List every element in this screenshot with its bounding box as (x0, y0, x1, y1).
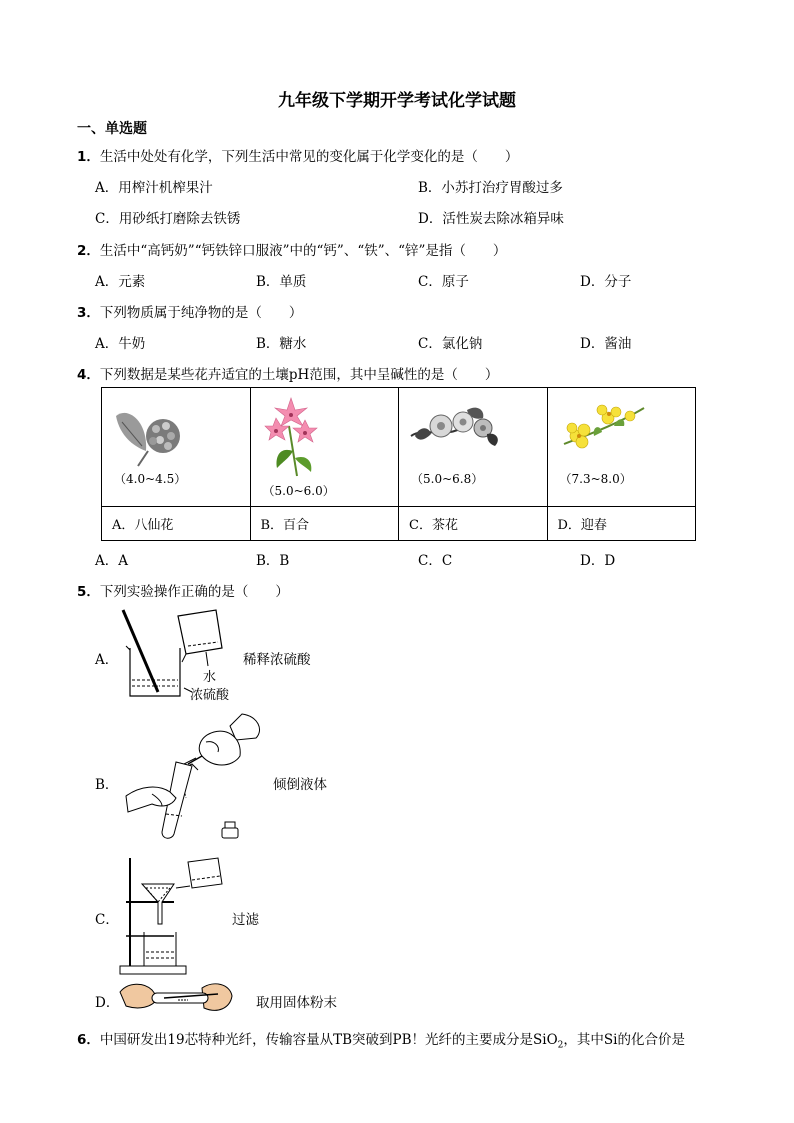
camellia-image (405, 396, 545, 466)
q5-option-a-letter: A． (95, 652, 119, 668)
question-5 (77, 580, 289, 600)
q3-option-c: C．氯化钠 (418, 336, 483, 352)
ph-range: （7.3~8.0） (559, 472, 632, 486)
q4-option-d: D．D (580, 553, 616, 569)
winter-jasmine-image (554, 396, 694, 466)
question-text: 下列数据是某些花卉适宜的土壤pH范围，其中呈碱性的是（ ） (99, 367, 499, 383)
q1-option-b: B．小苏打治疗胃酸过多 (418, 180, 563, 196)
q2-option-c: C．原子 (418, 274, 469, 290)
flower-ph-table (101, 387, 696, 541)
q3-option-b: B．糖水 (256, 336, 307, 352)
hydrangea-image (108, 396, 248, 471)
question-3 (77, 301, 302, 321)
solid-powder-figure (118, 978, 236, 1020)
question-number: 1． (77, 149, 100, 165)
q5-option-b-caption: 倾倒液体 (273, 777, 327, 793)
q3-option-a: A．牛奶 (95, 336, 146, 352)
q5-option-c-letter: C． (95, 912, 119, 928)
question-2 (77, 239, 506, 259)
q2-option-d: D．分子 (580, 274, 632, 290)
question-number: 2． (77, 243, 100, 259)
flower-label: B．百合 (260, 518, 310, 533)
flower-cell-hydrangea (102, 388, 251, 507)
question-text: 生活中处处有化学，下列生活中常见的变化属于化学变化的是（ ） (99, 149, 519, 165)
q5-option-d-caption: 取用固体粉末 (256, 995, 337, 1011)
flower-cell-jasmine (547, 388, 696, 507)
question-number: 6． (77, 1032, 100, 1048)
filtration-figure (118, 854, 228, 978)
flower-cell-camellia (399, 388, 548, 507)
q2-option-a: A．元素 (95, 274, 146, 290)
q4-option-c: C．C (418, 553, 453, 569)
lily-image (257, 396, 397, 481)
question-number: 4． (77, 367, 100, 383)
q1-option-d: D．活性炭去除冰箱异味 (418, 211, 564, 227)
q5-option-b-letter: B． (95, 777, 119, 793)
question-text: 下列物质属于纯净物的是（ ） (99, 305, 303, 321)
label-water: 水 (203, 670, 217, 685)
question-text: 生活中“高钙奶”“钙铁锌口服液”中的“钙”、“铁”、“锌”是指（ ） (99, 243, 507, 259)
q1-option-c: C．用砂纸打磨除去铁锈 (95, 211, 241, 227)
question-number: 5． (77, 584, 100, 600)
q4-option-b: B．B (256, 553, 290, 569)
q5-option-a-caption: 稀释浓硫酸 (243, 652, 311, 668)
q1-option-a: A．用榨汁机榨果汁 (95, 180, 213, 196)
q3-option-d: D．酱油 (580, 336, 632, 352)
page-title: 九年级下学期开学考试化学试题 (278, 91, 516, 111)
label-conc-acid: 浓硫酸 (190, 688, 230, 703)
pour-liquid-figure (122, 712, 272, 848)
section-heading: 一、单选题 (77, 121, 147, 137)
flower-label: A．八仙花 (112, 518, 174, 533)
q4-option-a: A．A (95, 553, 128, 569)
question-number: 3． (77, 305, 100, 321)
q5-option-d-letter: D． (95, 995, 120, 1011)
q2-option-b: B．单质 (256, 274, 307, 290)
ph-range: （4.0~4.5） (114, 472, 187, 486)
question-text-part2: ，其中Si的化合价是 (563, 1032, 685, 1048)
ph-range: （5.0~6.0） (262, 484, 335, 498)
question-text-part1: 中国研发出19芯特种光纤，传输容量从TB突破到PB！光纤的主要成分是SiO (99, 1032, 558, 1048)
flower-cell-lily (250, 388, 399, 507)
question-text: 下列实验操作正确的是（ ） (99, 584, 289, 600)
question-6 (77, 1028, 685, 1051)
flower-label: C．茶花 (409, 518, 458, 533)
q5-option-c-caption: 过滤 (232, 912, 259, 928)
question-1 (77, 145, 518, 165)
flower-label: D．迎春 (557, 518, 607, 533)
ph-range: （5.0~6.8） (411, 472, 484, 486)
subscript: 2 (557, 1040, 564, 1051)
question-4 (77, 363, 498, 383)
